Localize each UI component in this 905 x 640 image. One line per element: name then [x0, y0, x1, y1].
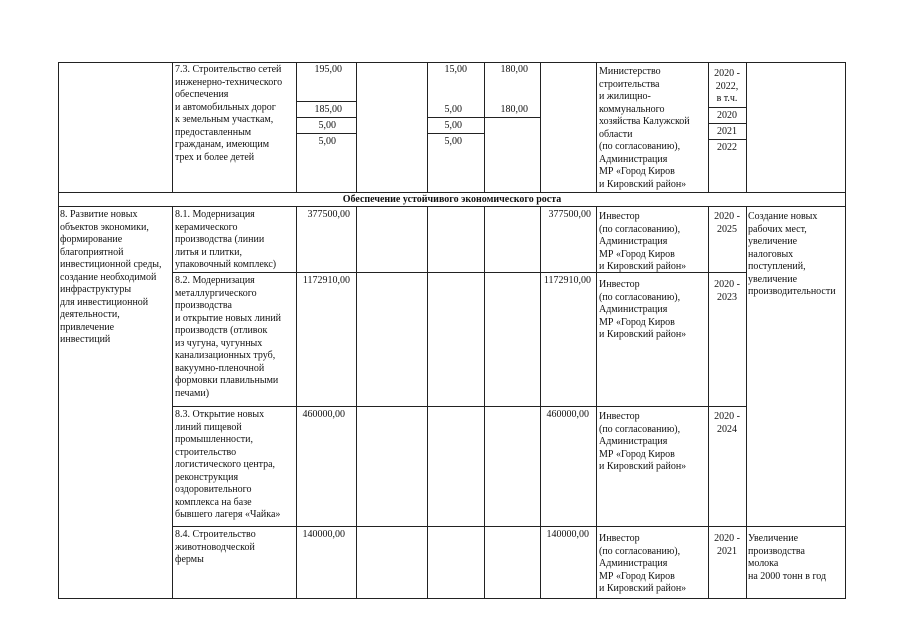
row-8-2-extra: 1172910,00: [543, 275, 591, 286]
table-border-left: [58, 62, 59, 599]
col-line: [356, 62, 357, 192]
row-7-3-year-3: 2022: [717, 142, 737, 153]
row-8-4-executor: Инвестор (по согласованию), Администрация МР «Город Киров и Кировский район»: [599, 533, 687, 594]
col-line: [356, 206, 357, 598]
col-line: [746, 62, 747, 192]
row-8-4-extra: 140000,00: [546, 529, 589, 540]
col-line: [484, 206, 485, 598]
row-8-2-total: 1172910,00: [302, 275, 350, 286]
col-line: [172, 62, 173, 192]
row-8-3-name: 8.3. Открытие новых линий пищевой промышленности, строительство логистического центра, реконструкция оздоровительного комплекса на базе бывшего лагеря «Чайка»: [175, 409, 281, 520]
subrow-line: [296, 117, 356, 118]
subrow-line: [296, 101, 356, 102]
row-8-2-years: 2020 - 2023: [714, 279, 740, 303]
row-8-2-name: 8.2. Модернизация металлургического производства и открытие новых линий производств (отливок из чугуна, чугунных канализационных труб, вакуумно-пленочной формовки плавильными печами): [175, 275, 282, 399]
row-7-3-years-total: 2020 - 2022, в т.ч.: [714, 68, 740, 104]
row-8-4-years: 2020 - 2021: [714, 533, 740, 557]
section-top-line: [58, 192, 846, 193]
subrow-line: [708, 107, 746, 108]
table-border-top: [58, 62, 846, 63]
subrow-line: [708, 123, 746, 124]
row-7-3-mun-2: 180,00: [500, 104, 528, 115]
row-7-3-total-4: 5,00: [318, 136, 336, 147]
col-line: [296, 62, 297, 192]
col-line: [746, 206, 747, 598]
row-7-3-mun-1: 180,00: [500, 64, 528, 75]
row-8-1-name: 8.1. Модернизация керамического производства (линии литья и плитки, упаковочный комплекс): [175, 209, 277, 270]
col-line: [172, 206, 173, 598]
row-8-3-years: 2020 - 2024: [714, 411, 740, 435]
task-8-description: 8. Развитие новых объектов экономики, формирование благоприятной инвестиционной среды, создание необходимой инфраструктуры для инвестиционной деятельности, привлечение инвестиций: [60, 209, 162, 345]
col-line: [427, 62, 428, 192]
row-7-3-reg-2: 5,00: [444, 104, 462, 115]
row-8-3-extra: 460000,00: [546, 409, 589, 420]
col-line: [484, 62, 485, 192]
result-8-4: Увеличение производства молока на 2000 тонн в год: [748, 533, 827, 582]
col-line: [296, 206, 297, 598]
table-border-right: [845, 62, 846, 599]
row-8-1-extra: 377500,00: [548, 209, 591, 220]
row-8-4-name: 8.4. Строительство животноводческой фермы: [175, 529, 256, 565]
row-8-3-total: 460000,00: [302, 409, 345, 420]
col-line: [596, 206, 597, 598]
row-7-3-year-2: 2021: [717, 126, 737, 137]
row-line-8-3: [172, 406, 746, 407]
row-8-1-executor: Инвестор (по согласованию), Администрация МР «Город Киров и Кировский район»: [599, 211, 687, 272]
row-7-3-total-1: 195,00: [314, 64, 342, 75]
result-8-1-8-3: Создание новых рабочих мест, увеличение налоговых поступлений, увеличение производительности: [748, 211, 836, 297]
row-8-4-total: 140000,00: [302, 529, 345, 540]
subrow-line: [296, 133, 356, 134]
row-line-8-4: [172, 526, 846, 527]
subrow-line: [427, 133, 484, 134]
col-line: [540, 62, 541, 192]
row-7-3-year-1: 2020: [717, 110, 737, 121]
row-7-3-total-2: 185,00: [314, 104, 342, 115]
row-8-1-total: 377500,00: [307, 209, 350, 220]
row-7-3-name: 7.3. Строительство сетей инженерно-технического обеспечения и автомобильных дорог к земельным участкам, предоставленным гражданам, имеющим трех и более детей: [175, 64, 283, 163]
subrow-line: [427, 117, 540, 118]
table-border-bottom: [58, 598, 846, 599]
row-7-3-reg-4: 5,00: [444, 136, 462, 147]
row-7-3-total-3: 5,00: [318, 120, 336, 131]
col-line: [427, 206, 428, 598]
col-line: [596, 62, 597, 192]
row-7-3-reg-3: 5,00: [444, 120, 462, 131]
row-7-3-reg-1: 15,00: [444, 64, 467, 75]
row-8-1-years: 2020 - 2025: [714, 211, 740, 235]
subrow-line: [708, 139, 746, 140]
row-7-3-executor: Министерство строительства и жилищно- коммунального хозяйства Калужской области (по согласованию), Администрация МР «Город Киров и Кировский район»: [599, 66, 690, 190]
section-title: Обеспечение устойчивого экономического роста: [342, 194, 562, 205]
row-8-3-executor: Инвестор (по согласованию), Администрация МР «Город Киров и Кировский район»: [599, 411, 687, 472]
row-8-2-executor: Инвестор (по согласованию), Администрация МР «Город Киров и Кировский район»: [599, 279, 687, 340]
